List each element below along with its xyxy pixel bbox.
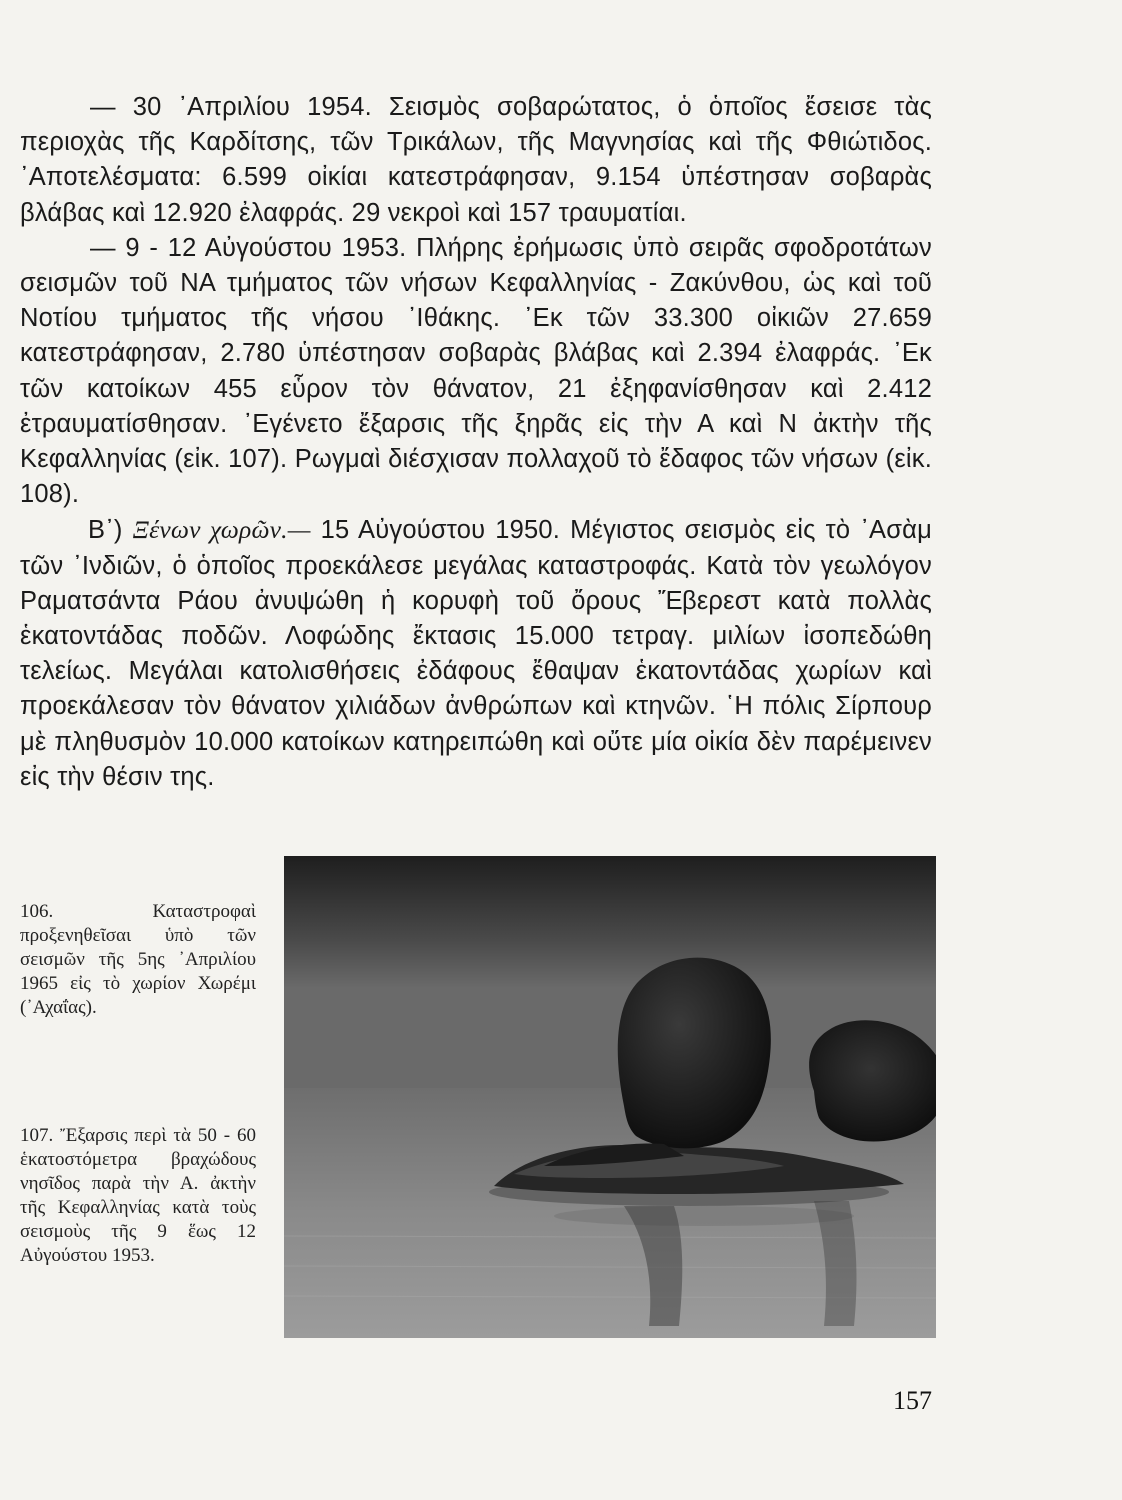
- caption-figure-106: 106. Καταστροφαὶ προξενηθεῖσαι ὑπὸ τῶν σεισμῶν τῆς 5ης ᾿Απριλίου 1965 εἰς τὸ χωρίον Χωρέμι (᾿Αχαΐας).: [20, 901, 256, 1018]
- paragraph-1953-earthquake: — 9 - 12 Αὐγούστου 1953. Πλήρης ἐρήμωσις ὑπὸ σειρᾶς σφοδροτάτων σεισμῶν τοῦ ΝΑ τμήματος τῶν νήσων Κεφαλληνίας - Ζακύνθου, ὡς καὶ τοῦ Νοτίου τμήματος τῆς νήσου ᾿Ιθάκης. ᾿Εκ τῶν 33.300 οἰκιῶν 27.659 κατεστράφησαν, 2.780 ὑπέστησαν σοβαρὰς βλάβας καὶ 2.394 ἐλαφράς. ᾿Εκ τῶν κατοίκων 455 εὗρον τὸν θάνατον, 21 ἐξηφανίσθησαν καὶ 2.412 ἐτραυματίσθησαν. ᾿Εγένετο ἔξαρσις τῆς ξηρᾶς εἰς τὴν Α καὶ Ν ἀκτὴν τῆς Κεφαλληνίας (εἰκ. 107). Ρωγμαὶ διέσχισαν πολλαχοῦ τὸ ἔδαφος τῶν νήσων (εἰκ. 108).: [20, 233, 932, 509]
- photo-rocky-islet: [284, 856, 936, 1338]
- paragraph-1954-earthquake: — 30 ᾿Απριλίου 1954. Σεισμὸς σοβαρώτατος, ὁ ὁποῖος ἔσεισε τὰς περιοχὰς τῆς Καρδίτσης, τῶν Τρικάλων, τῆς Μαγνησίας καὶ τῆς Φθιώτιδος. ᾿Αποτελέσματα: 6.599 οἰκίαι κατεστράφησαν, 9.154 ὑπέστησαν σοβαρὰς βλάβας καὶ 12.920 ἐλαφράς. 29 νεκροὶ καὶ 157 τραυματίαι.: [20, 93, 932, 227]
- section-label: Β᾿): [88, 516, 123, 545]
- paragraph-foreign-countries: [20, 512, 932, 795]
- section-heading: Ξένων χωρῶν.—: [132, 515, 311, 545]
- page-number: 157: [893, 1386, 932, 1415]
- paragraph-1950-earthquake: 15 Αὐγούστου 1950. Μέγιστος σεισμὸς εἰς τὸ ᾿Ασὰμ τῶν ᾿Ινδιῶν, ὁ ὁποῖος προεκάλεσε μεγάλας καταστροφάς. Κατὰ τὸν γεωλόγον Ραματσάντα Ράου ἀνυψώθη ἡ κορυφὴ τοῦ ὄρους Ἔβερεστ κατὰ πολλὰς ἑκατοντάδας ποδῶν. Λοφώδης ἔκτασις 15.000 τετραγ. μιλίων ἰσοπεδώθη τελείως. Μεγάλαι κατολισθήσεις ἐδάφους ἔθαψαν ἑκατοντάδας χωρίων καὶ προεκάλεσαν τὸν θάνατον χιλιάδων ἀνθρώπων καὶ κτηνῶν. ῾Η πόλις Σίρπουρ μὲ πληθυσμὸν 10.000 κατοίκων κατηρειπώθη καὶ οὔτε μία οἰκία δὲν παρέμεινεν εἰς τὴν θέσιν της.: [20, 516, 932, 791]
- caption-figure-107: 107. Ἔξαρσις περὶ τὰ 50 - 60 ἑκατοστόμετρα βραχώδους νησῖδος παρὰ τὴν Α. ἀκτὴν τῆς Κεφαλληνίας κατὰ τοὺς σεισμοὺς τῆς 9 ἕως 12 Αὐγούστου 1953.: [20, 1125, 256, 1266]
- body-text: [20, 90, 932, 795]
